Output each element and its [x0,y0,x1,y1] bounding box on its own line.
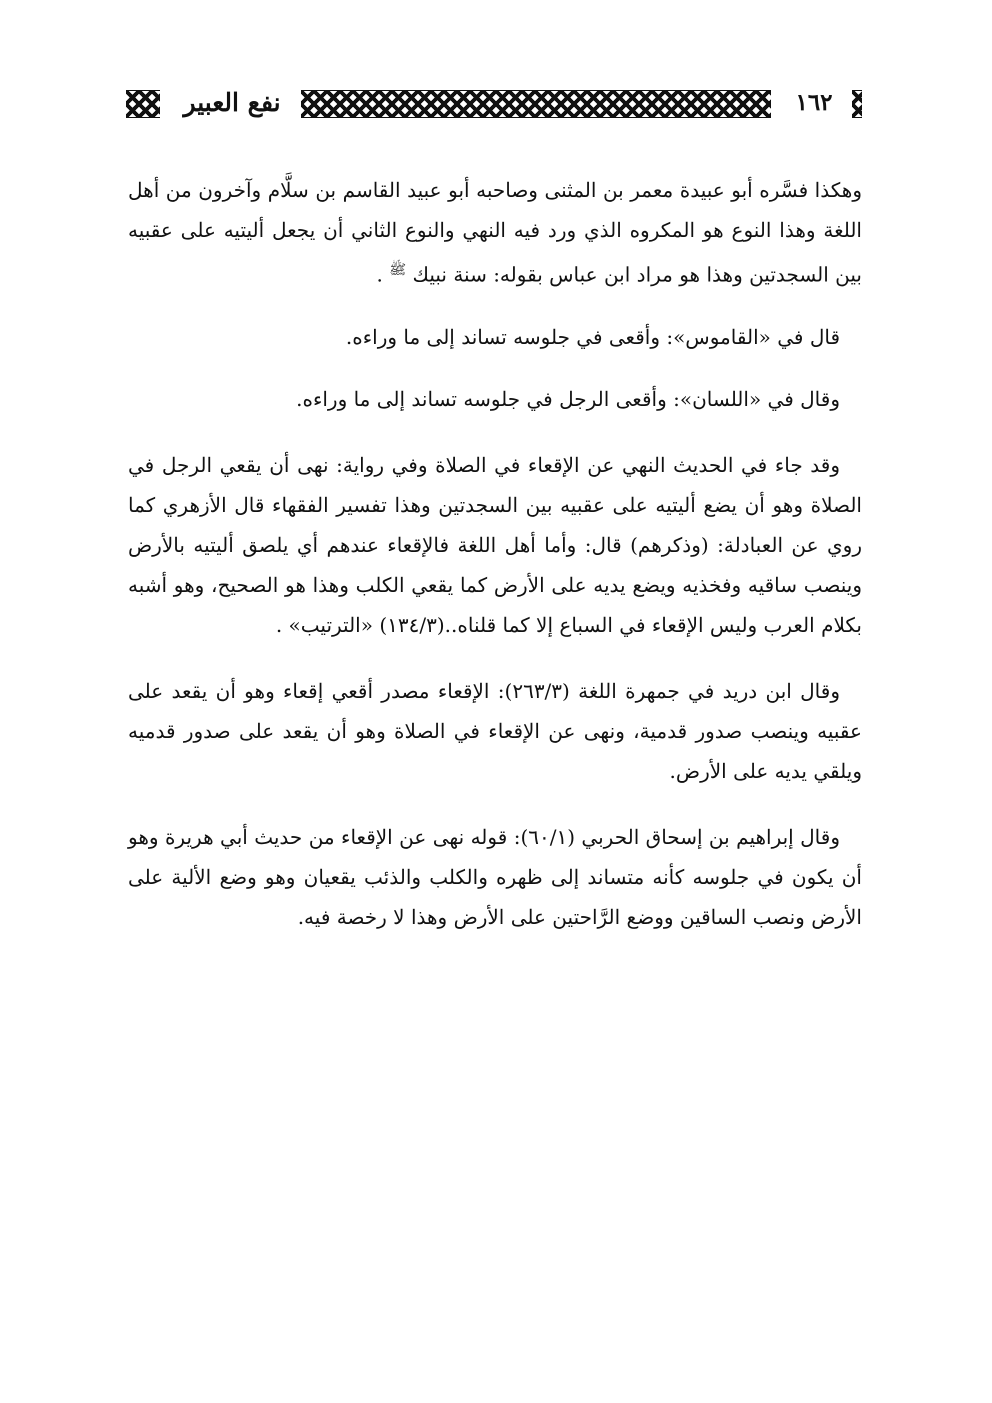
paragraph-1-ending: . [376,262,390,287]
paragraph-2: قال في «القاموس»: وأقعى في جلوسه تساند إلى ما وراءه. [345,324,840,349]
paragraph-1 [128,170,862,295]
page-body [128,170,862,963]
paragraph-5: وقال ابن دريد في جمهرة اللغة (٢٦٣/٣): الإقعاء مصدر أقعي إقعاء وهو أن يقعد على عقبيه وينصب صدور قدمية، ونهى عن الإقعاء في الصلاة وهو أن يقعد على صدور قدميه ويلقي يديه على الأرض. [128,678,862,783]
page-number: ١٦٢ [795,89,833,116]
ornament-left-icon [126,90,160,118]
paragraph-4: وقد جاء في الحديث النهي عن الإقعاء في الصلاة وفي رواية: نهى أن يقعي الرجل في الصلاة وهو أن يضع أليتيه على عقبيه بين السجدتين وهذا تفسير الفقهاء قال الأزهري كما روي عن العبادلة: (وذكرهم) قال: وأما أهل اللغة فالإقعاء عندهم أي يلصق أليتيه بالأرض وينصب ساقيه وفخذيه ويضع يديه على الأرض كما يقعي الكلب وهذا هو الصحيح، وهو أشبه بكلام العرب وليس الإقعاء في السباع إلا كما قلناه..(١٣٤/٣) «الترتيب» . [128,452,862,637]
paragraph-1-text: وهكذا فسَّره أبو عبيدة معمر بن المثنى وصاحبه أبو عبيد القاسم بن سلَّام وآخرون من أهل اللغة وهذا النوع هو المكروه الذي ورد فيه النهي والنوع الثاني أن يجعل أليتيه على عقبيه بين السجدتين وهذا هو مراد ابن عباس بقوله: سنة نبيك [128,178,862,287]
honorific-symbol: ﷺ [389,262,407,278]
paragraph-3: وقال في «اللسان»: وأقعى الرجل في جلوسه تساند إلى ما وراءه. [296,386,840,411]
ornament-band-icon [301,90,771,118]
paragraph-6: وقال إبراهيم بن إسحاق الحربي (٦٠/١): قوله نهى عن الإقعاء من حديث أبي هريرة وهو أن يكون في جلوسه كأنه متساند إلى ظهره والكلب والذئب يقعيان وهو وضع الألية على الأرض ونصب الساقين ووضع الرَّاحتين على الأرض وهذا لا رخصة فيه. [128,824,862,929]
book-title: نفع العبير [183,88,281,117]
ornament-right-icon [852,90,862,118]
page-header [126,86,862,120]
